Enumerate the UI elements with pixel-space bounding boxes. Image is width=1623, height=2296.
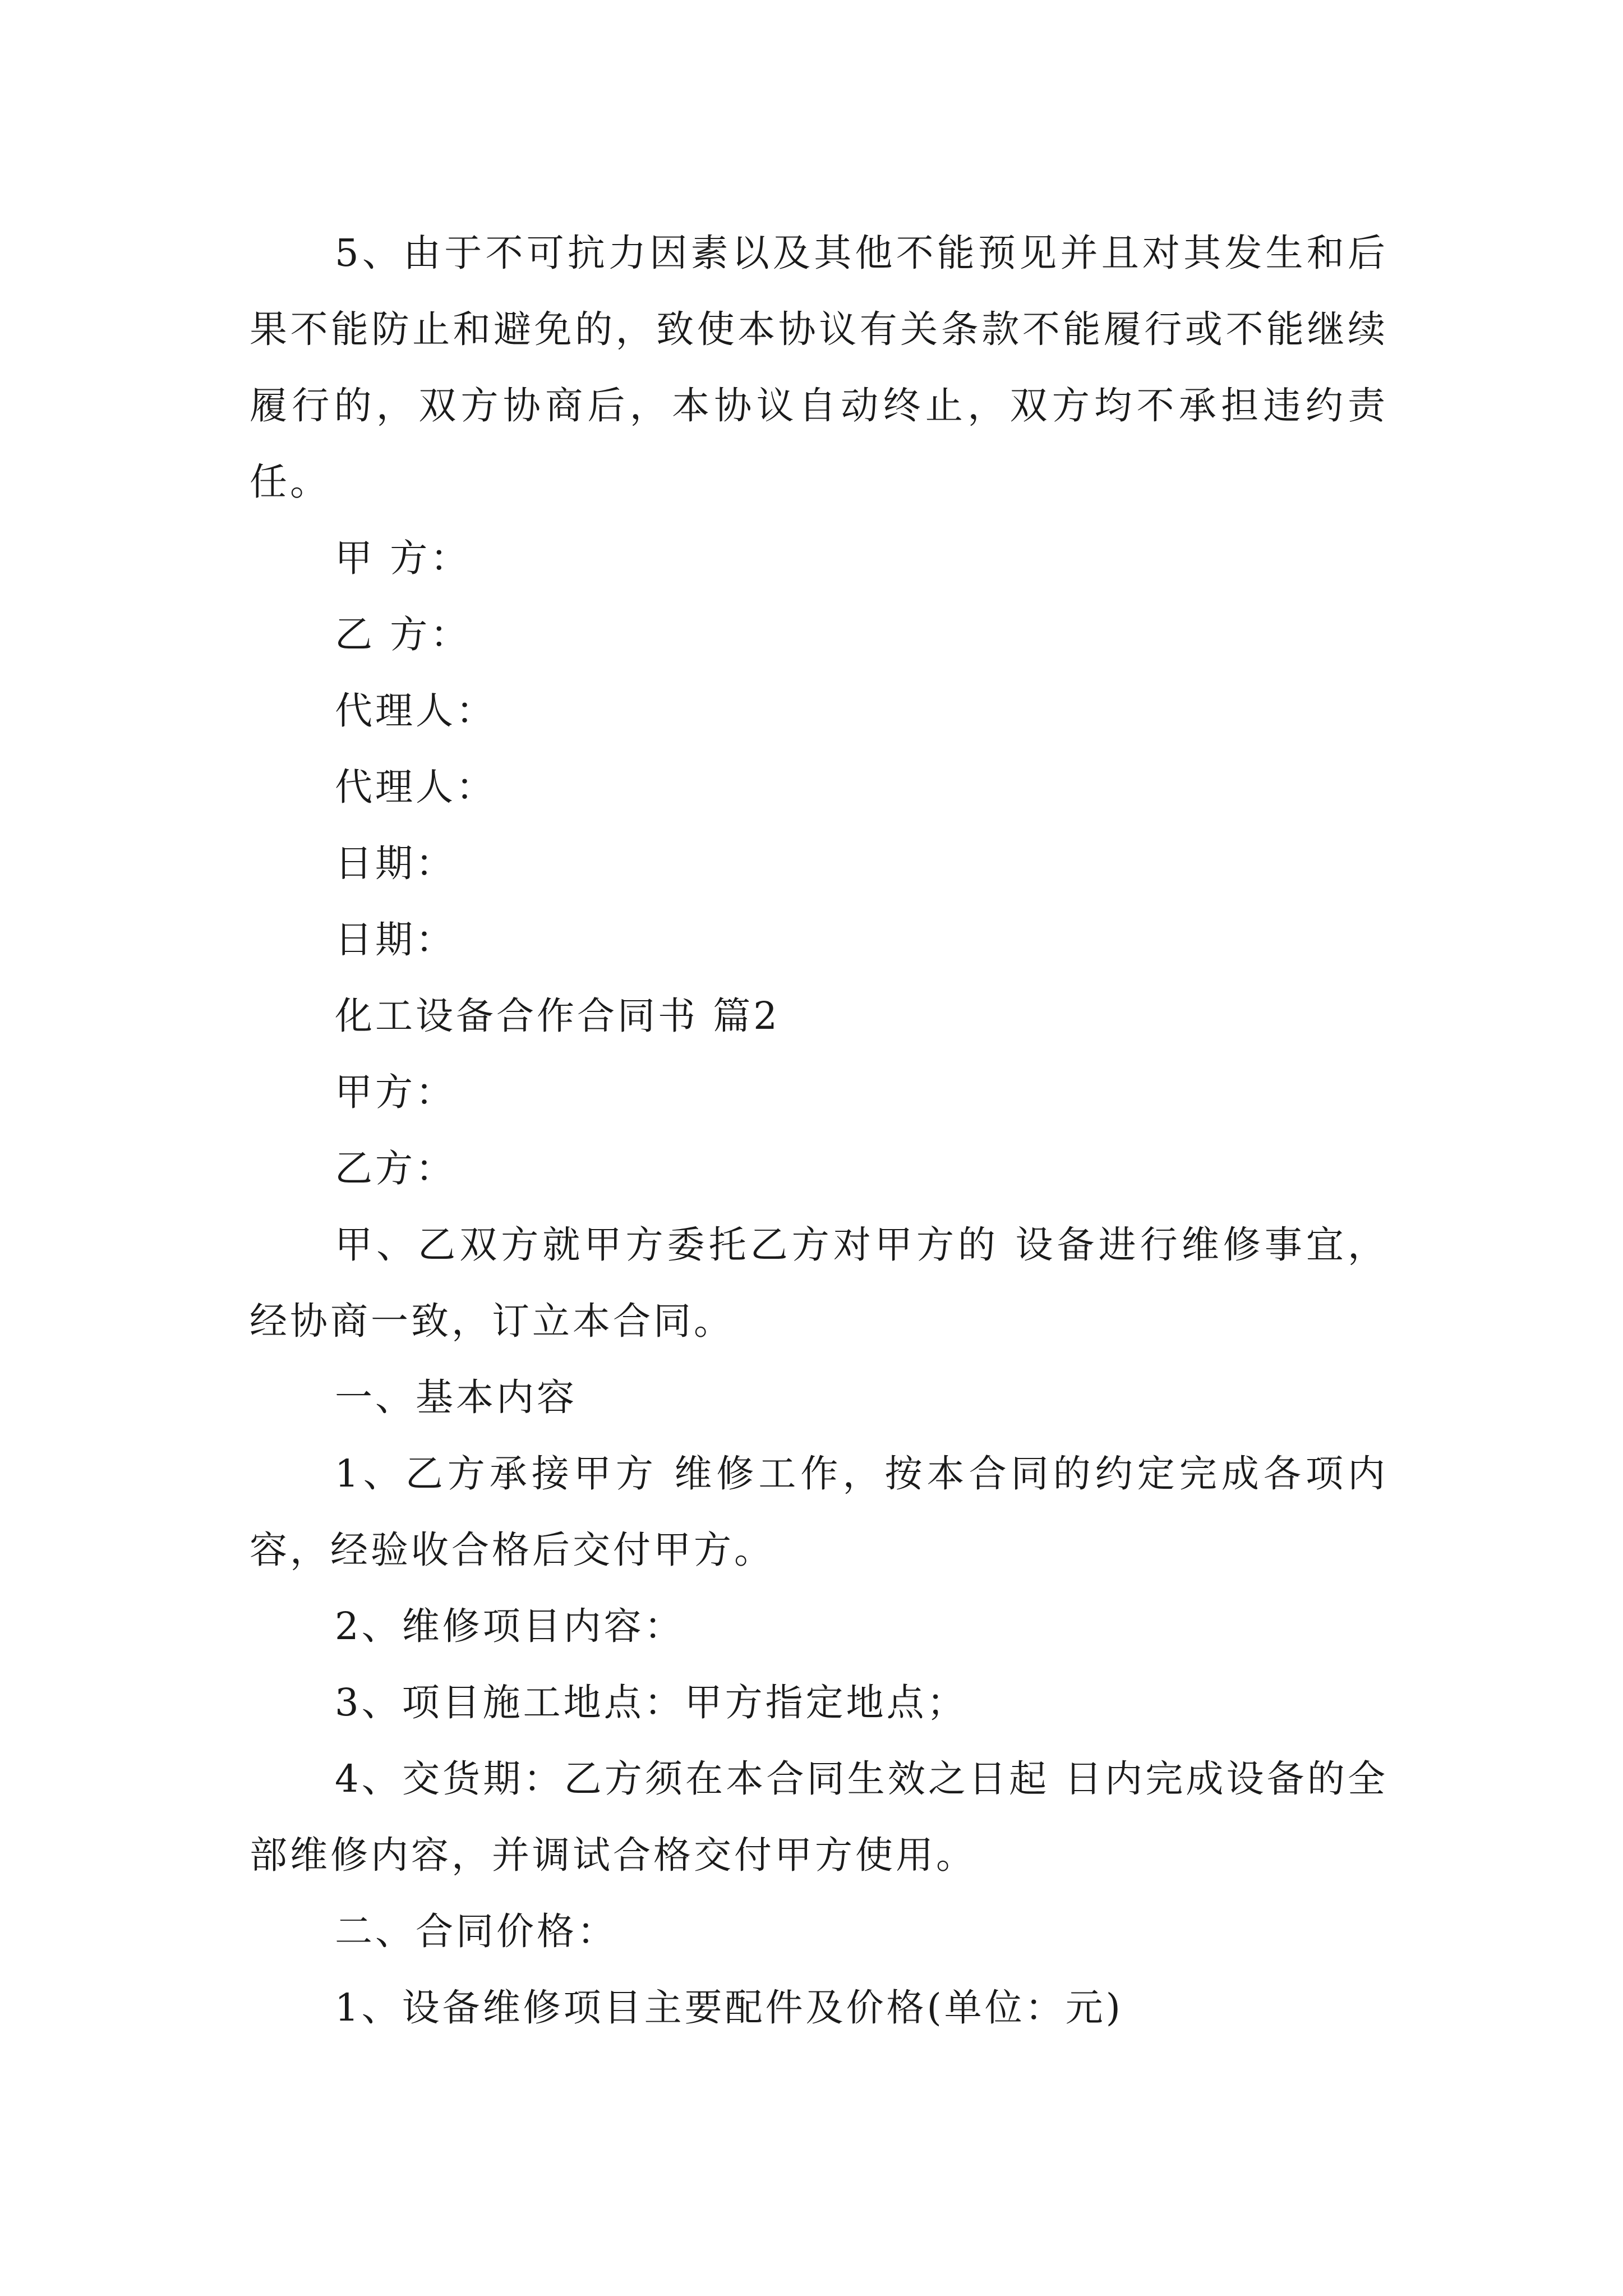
party-b-line: 乙方：	[335, 1147, 456, 1190]
document-body	[250, 215, 1388, 2046]
clause: 3、项目施工地点：甲方指定地点；	[335, 1681, 967, 1724]
party-a-signature-line: 甲 方：	[335, 536, 471, 580]
clause: 4、交货期：乙方须在本合同生效之日起 日内完成设备的全部维修内容，并调试合格交付甲方使用。	[250, 1757, 1388, 1877]
clause: 1、设备维修项目主要配件及价格(单位：元)	[335, 1986, 1123, 2030]
agent-signature-line: 代理人：	[335, 765, 496, 809]
force-majeure-clause: 5、由于不可抗力因素以及其他不能预见并且对其发生和后果不能防止和避免的，致使本协议有关条款不能履行或不能继续履行的，双方协商后，本协议自动终止，双方均不承担违约责任。	[250, 231, 1388, 504]
party-b-signature-line: 乙 方：	[335, 613, 471, 656]
section-heading: 一、基本内容	[335, 1375, 577, 1419]
date-line: 日期：	[335, 841, 456, 885]
date-line: 日期：	[335, 918, 456, 961]
agent-signature-line: 代理人：	[335, 689, 496, 733]
contract-preamble: 甲、乙双方就甲方委托乙方对甲方的 设备进行维修事宜，经协商一致，订立本合同。	[250, 1223, 1388, 1343]
contract-title: 化工设备合作合同书 篇2	[335, 994, 780, 1038]
section-heading: 二、合同价格：	[335, 1910, 617, 1953]
clause: 2、维修项目内容：	[335, 1604, 685, 1648]
party-a-line: 甲方：	[335, 1070, 456, 1114]
clause: 1、乙方承接甲方 维修工作，按本合同的约定完成各项内容，经验收合格后交付甲方。	[250, 1452, 1388, 1572]
